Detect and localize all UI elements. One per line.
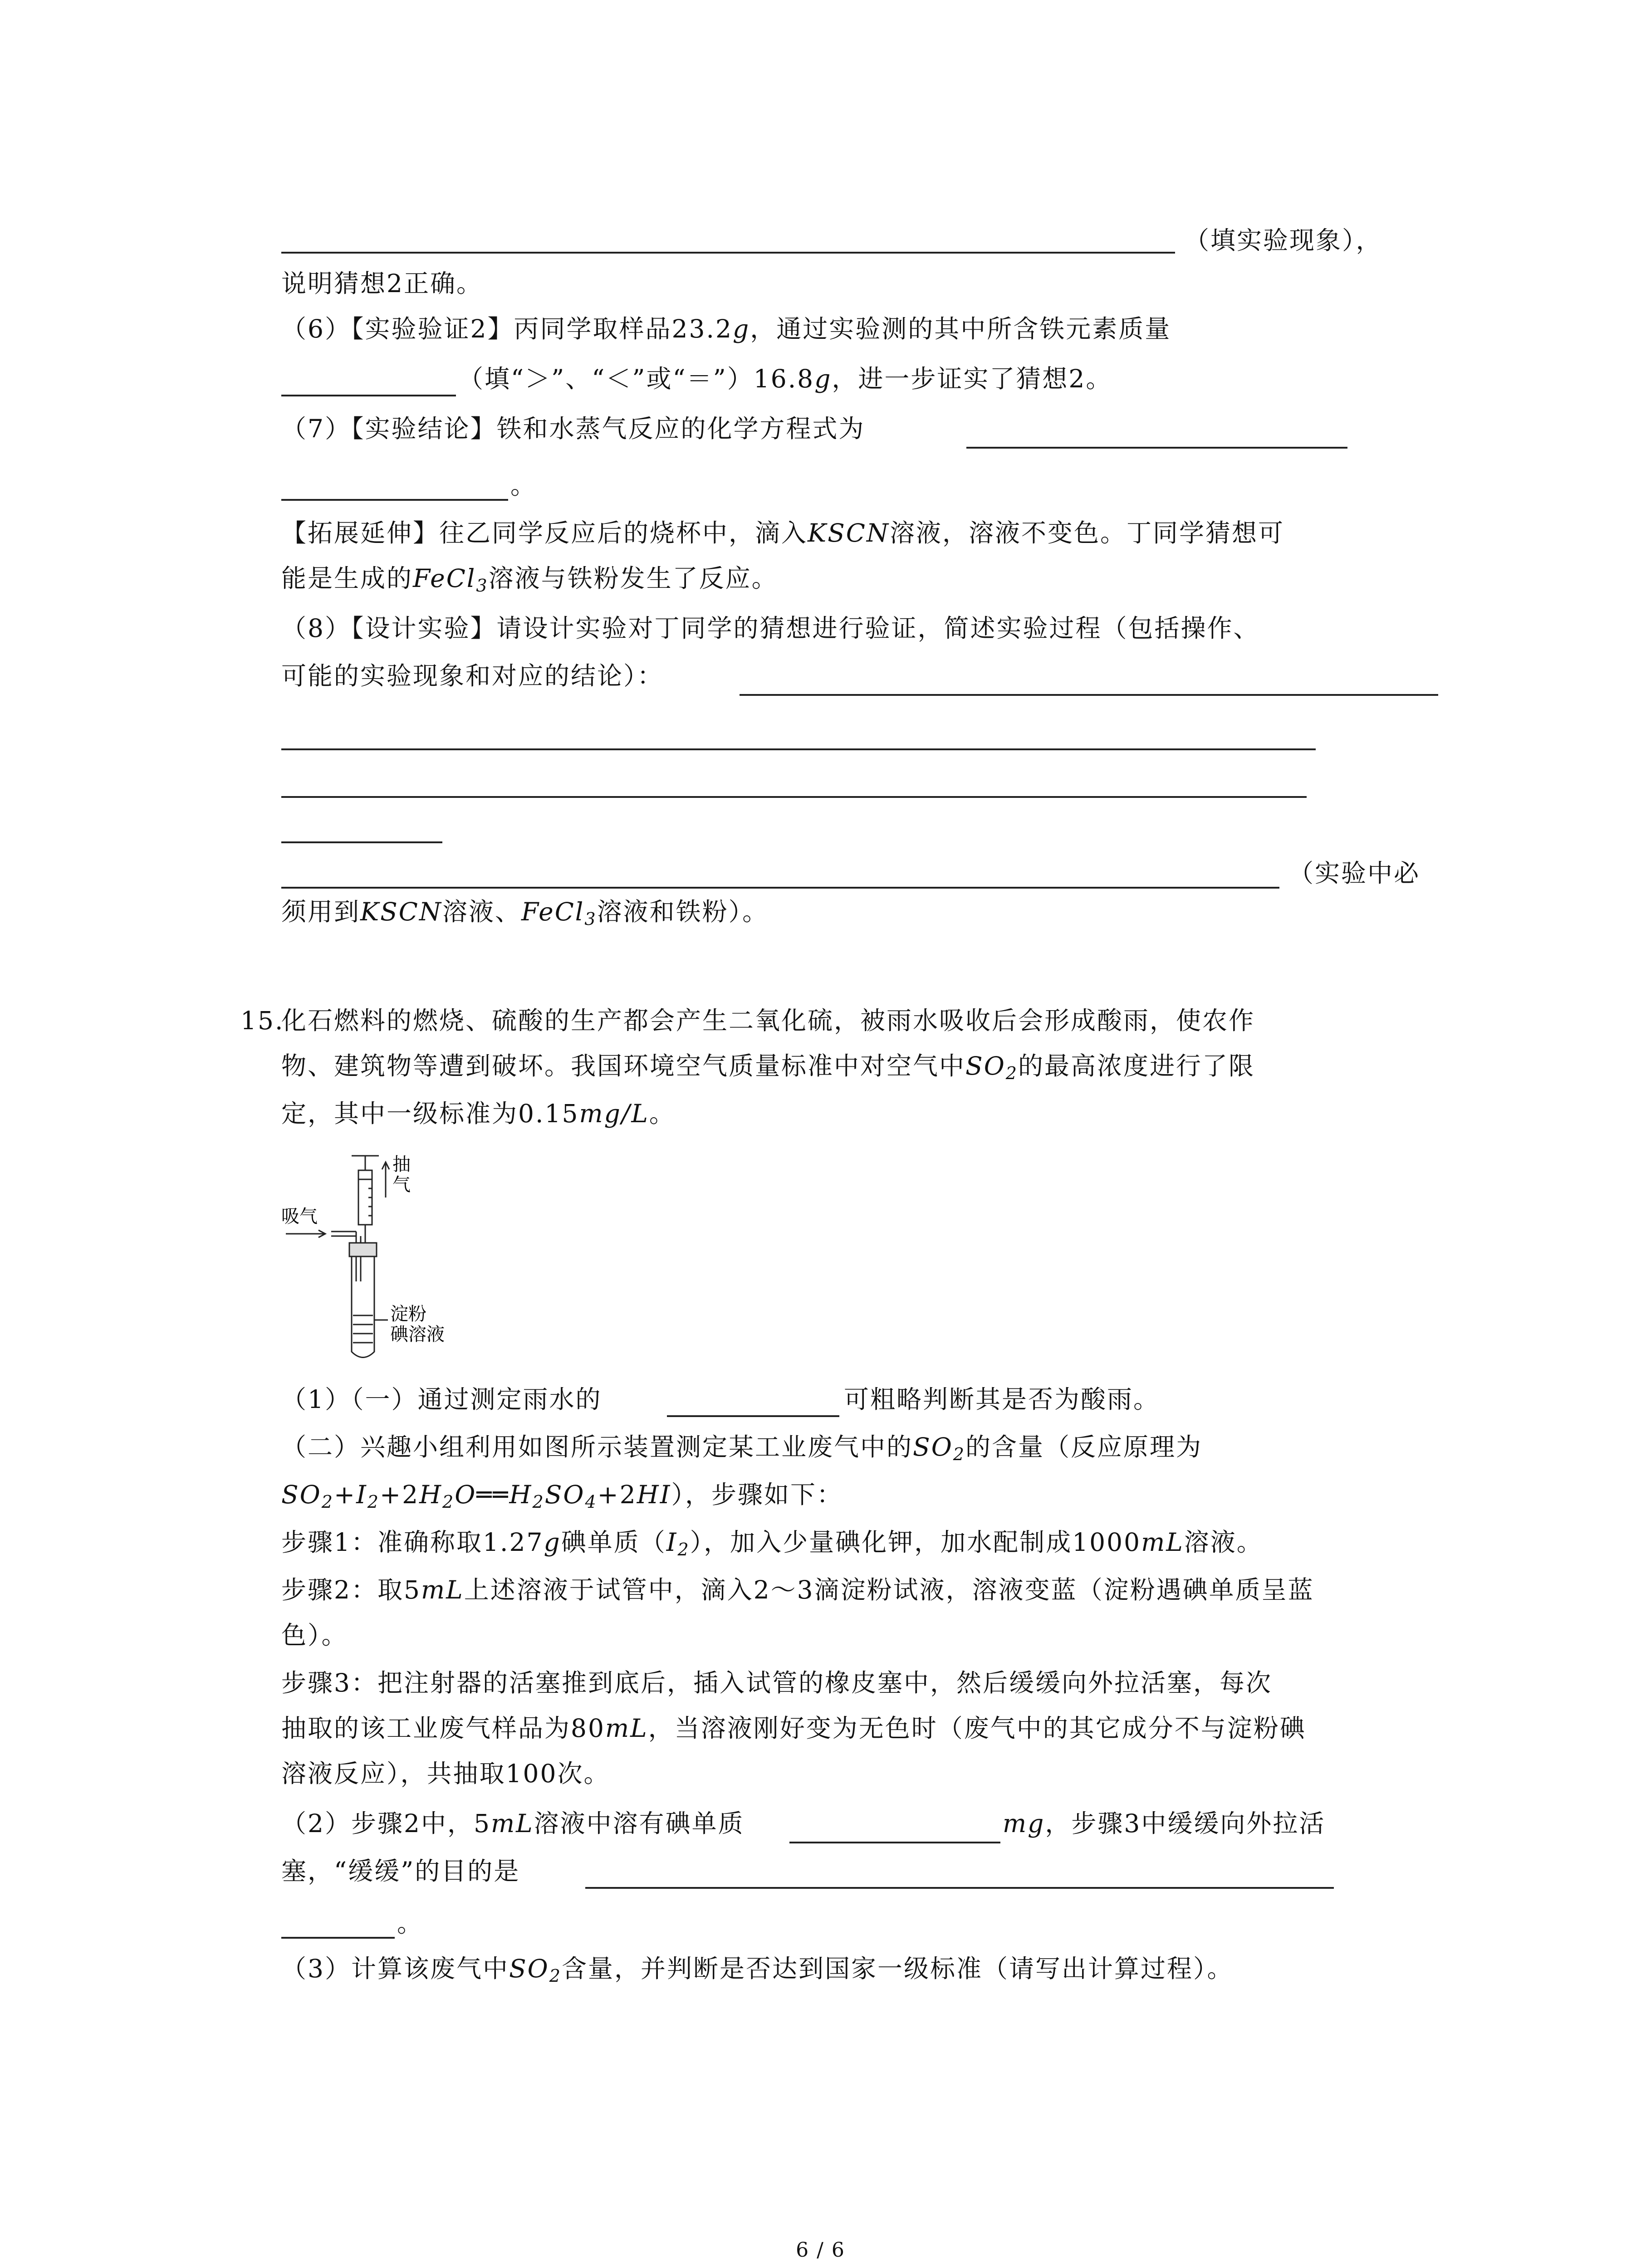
answer-blank[interactable] — [281, 748, 1316, 750]
solution-label: 淀粉 — [390, 1304, 426, 1325]
part-1-prefix: （1）（一）通过测定雨水的 — [281, 1385, 602, 1414]
text-line: （实验中必 — [1288, 859, 1421, 888]
question-6-line1: （6）【实验验证2】丙同学取样品23.2g，通过实验测的其中所含铁元素质量 — [281, 314, 1171, 343]
part-3: （3）计算该废气中$SO_2$含量，并判断是否达到国家一级标准（请写出计算过程）。 — [281, 1954, 1234, 1986]
step-3-line1: 步骤3：把注射器的活塞推到底后，插入试管的橡皮塞中，然后缓缓向外拉活塞，每次 — [281, 1668, 1272, 1697]
step-3-line3: 溶液反应），共抽取100次。 — [281, 1759, 610, 1788]
question-number: 15. — [240, 1006, 284, 1035]
pull-label: 抽 — [392, 1154, 411, 1175]
extension-line2: 能是生成的FeCl$_3$溶液与铁粉发生了反应。 — [281, 564, 778, 596]
answer-blank[interactable] — [740, 694, 1438, 696]
question-15-line1: 化石燃料的燃烧、硫酸的生产都会产生二氧化硫，被雨水吸收后会形成酸雨，使农作 — [281, 1006, 1255, 1035]
pull-label-2: 气 — [392, 1174, 411, 1195]
answer-blank[interactable] — [281, 1937, 395, 1939]
step-3-line2: 抽取的该工业废气样品为80mL，当溶液刚好变为无色时（废气中的其它成分不与淀粉碘 — [281, 1714, 1306, 1743]
text-line: 说明猜想2正确。 — [281, 269, 483, 298]
extension-line1: 【拓展延伸】往乙同学反应后的烧杯中，滴入KSCN溶液，溶液不变色。丁同学猜想可 — [281, 518, 1285, 547]
step-1: 步骤1：准确称取1.27g碘单质$(I_2)$，加入少量碘化钾，加水配制成1000mL溶液。 — [281, 1528, 1263, 1559]
question-8-line1: （8）【设计实验】请设计实验对丁同学的猜想进行验证，简述实验过程（包括操作、 — [281, 614, 1260, 643]
question-8-line7: 须用到KSCN溶液、FeCl$_3$溶液和铁粉）。 — [281, 897, 769, 929]
text-line: 。 — [397, 1909, 424, 1938]
text-line: （填实验现象）， — [1184, 226, 1382, 255]
answer-blank[interactable] — [281, 841, 442, 843]
answer-blank[interactable] — [281, 395, 456, 396]
part-2-question-line2: 塞，“缓缓”的目的是 — [281, 1857, 520, 1886]
step-2-line1: 步骤2：取5mL上述溶液于试管中，滴入2～3滴淀粉试液，溶液变蓝（淀粉遇碘单质呈蓝 — [281, 1575, 1314, 1604]
reaction-equation: $SO_2+I_2+2H_2O══H_2SO_4+2HI$），步骤如下： — [281, 1480, 843, 1512]
answer-blank[interactable] — [667, 1415, 839, 1417]
part-2-line1: （二）兴趣小组利用如图所示装置测定某工业废气中的$SO_2$的含量（反应原理为 — [281, 1432, 1202, 1464]
answer-blank[interactable] — [281, 252, 1175, 254]
inhale-label: 吸气 — [281, 1206, 318, 1227]
answer-blank[interactable] — [281, 796, 1307, 798]
step-2-line2: 色）。 — [281, 1621, 348, 1650]
part-1-suffix: 可粗略判断其是否为酸雨。 — [844, 1385, 1160, 1414]
answer-blank[interactable] — [281, 887, 1279, 889]
solution-label-2: 碘溶液 — [390, 1324, 445, 1345]
part-2-question-prefix: （2）步骤2中，5mL溶液中溶有碘单质 — [281, 1809, 745, 1838]
question-15-line2: 物、建筑物等遭到破坏。我国环境空气质量标准中对空气中$SO_2$的最高浓度进行了限 — [281, 1051, 1255, 1083]
syringe-test-tube-icon — [281, 1152, 472, 1365]
question-7-line1: （7）【实验结论】铁和水蒸气反应的化学方程式为 — [281, 414, 865, 443]
answer-blank[interactable] — [966, 447, 1347, 449]
apparatus-diagram — [281, 1152, 472, 1365]
answer-blank[interactable] — [281, 499, 508, 501]
text-line: 。 — [510, 471, 537, 500]
answer-blank[interactable] — [585, 1887, 1334, 1889]
part-2-question-suffix: mg，步骤3中缓缓向外拉活 — [1003, 1809, 1326, 1838]
answer-blank[interactable] — [789, 1842, 1000, 1843]
question-8-line2: 可能的实验现象和对应的结论）： — [281, 661, 664, 690]
question-6-line2: （填“＞”、“＜”或“＝”）16.8g，进一步证实了猜想2。 — [458, 364, 1112, 393]
question-15-line3: 定，其中一级标准为0.15mg/L。 — [281, 1099, 676, 1128]
page-number: 6 / 6 — [796, 2239, 845, 2262]
